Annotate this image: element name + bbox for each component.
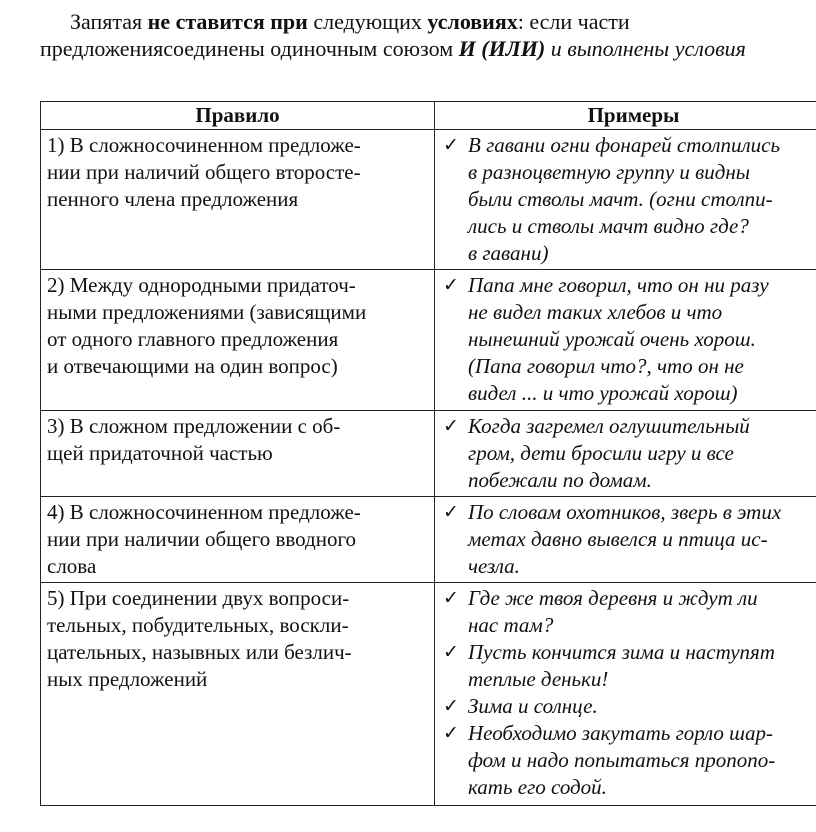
checkmark-icon: ✓: [443, 587, 459, 609]
table-row: [41, 130, 816, 270]
intro-part1: Запятая: [70, 9, 148, 34]
example-line: не видел таких хлебов и что: [468, 300, 723, 324]
rule-cell: [41, 583, 435, 806]
example-line: Где же твоя деревня и ждут ли: [468, 586, 758, 610]
examples-cell: [435, 130, 816, 270]
rule-line: 5) При соединении двух вопроси-: [47, 586, 350, 610]
example-line: лись и стволы мачт видно где?: [468, 214, 749, 238]
table-row: [41, 583, 816, 806]
intro-bold2: условиях: [427, 9, 518, 34]
example-line: побежали по домам.: [468, 468, 652, 492]
example-line: В гавани огни фонарей столпились: [468, 133, 781, 157]
example-item: [443, 272, 816, 407]
rule-cell: [41, 130, 435, 270]
example-line: кать его содой.: [468, 775, 607, 799]
rule-line: от одного главного предложения: [47, 327, 339, 351]
header-rule: Правило: [41, 102, 435, 130]
rules-table: [40, 101, 816, 806]
rule-line: тельных, побудительных, воскли-: [47, 613, 349, 637]
rule-line: ных предложений: [47, 667, 208, 691]
rule-line: слова: [47, 554, 97, 578]
example-line: видел ... и что урожай хорош): [468, 381, 738, 405]
example-line: фом и надо попытаться пропопо-: [468, 748, 776, 772]
checkmark-icon: ✓: [443, 641, 459, 663]
rule-line: нии при наличии общего вводного: [47, 527, 357, 551]
example-line: нынешний урожай очень хорош.: [468, 327, 756, 351]
rule-line: ными предложениями (зависящими: [47, 300, 367, 324]
intro-bold1: не ставится при: [147, 9, 308, 34]
examples-cell: [435, 497, 816, 583]
example-line: Пусть кончится зима и наступят: [468, 640, 775, 664]
example-item: [443, 693, 816, 720]
example-line: По словам охотников, зверь в этих: [468, 500, 782, 524]
example-line: Когда загремел оглушительный: [468, 414, 750, 438]
checkmark-icon: ✓: [443, 695, 459, 717]
rule-cell: [41, 270, 435, 411]
example-item: [443, 132, 816, 267]
example-line: Необходимо закутать горло шар-: [468, 721, 774, 745]
intro-italic-tail: и выполнены условия: [545, 36, 746, 61]
intro-part3: : если части предложениясоединены одиночным союзом: [40, 9, 630, 61]
example-line: в разноцветную группу и видны: [468, 160, 751, 184]
example-line: нас там?: [468, 613, 554, 637]
rule-line: щей придаточной частью: [47, 441, 273, 465]
table-header-row: [41, 102, 816, 130]
intro-conjunction: И (ИЛИ): [458, 36, 546, 61]
rule-line: 3) В сложном предложении с об-: [47, 414, 341, 438]
table-row: [41, 497, 816, 583]
example-item: [443, 639, 816, 693]
example-item: [443, 585, 816, 639]
checkmark-icon: ✓: [443, 722, 459, 744]
example-line: метах давно вывелся и птица ис-: [468, 527, 768, 551]
rule-cell: [41, 497, 435, 583]
examples-cell: [435, 411, 816, 497]
rule-line: 4) В сложносочиненном предложе-: [47, 500, 361, 524]
rule-line: нии при наличий общего второсте-: [47, 160, 361, 184]
example-item: [443, 413, 816, 494]
example-line: теплые деньки!: [468, 667, 609, 691]
example-line: гром, дети бросили игру и все: [468, 441, 734, 465]
intro-part2: следующих: [307, 9, 428, 34]
rule-line: и отвечающими на один вопрос): [47, 354, 338, 378]
checkmark-icon: ✓: [443, 501, 459, 523]
example-line: Папа мне говорил, что он ни разу: [468, 273, 769, 297]
example-line: чезла.: [468, 554, 520, 578]
examples-cell: [435, 583, 816, 806]
header-examples: Примеры: [435, 102, 816, 130]
rule-line: 2) Между однородными придаточ-: [47, 273, 356, 297]
example-line: в гавани): [468, 241, 549, 265]
example-line: были стволы мачт. (огни столпи-: [468, 187, 773, 211]
rule-cell: [41, 411, 435, 497]
examples-cell: [435, 270, 816, 411]
example-line: Зима и солнце.: [468, 694, 598, 718]
checkmark-icon: ✓: [443, 274, 459, 296]
example-item: [443, 720, 816, 801]
table-row: [41, 411, 816, 497]
table-row: [41, 270, 816, 411]
rule-line: пенного члена предложения: [47, 187, 299, 211]
rule-line: 1) В сложносочиненном предложе-: [47, 133, 361, 157]
checkmark-icon: ✓: [443, 415, 459, 437]
example-line: (Папа говорил что?, что он не: [468, 354, 744, 378]
example-item: [443, 499, 816, 580]
rule-line: цательных, назывных или безлич-: [47, 640, 352, 664]
checkmark-icon: ✓: [443, 134, 459, 156]
